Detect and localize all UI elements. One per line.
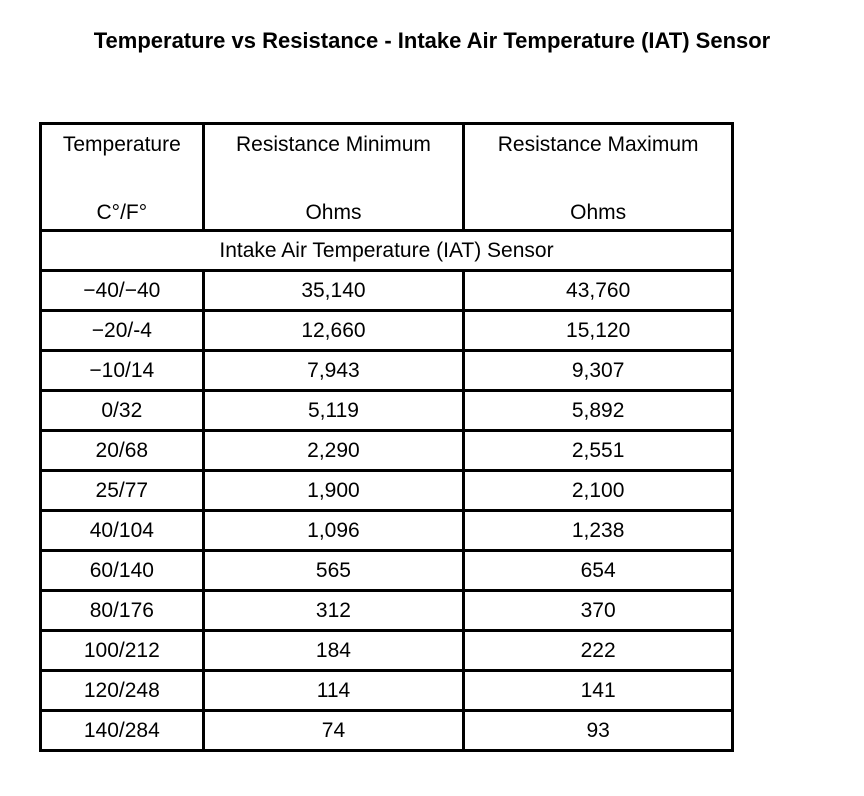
cell-temperature: 80/176 (41, 591, 204, 631)
cell-resistance-minimum: 7,943 (203, 351, 464, 391)
table-row (41, 551, 733, 591)
cell-temperature: 140/284 (41, 711, 204, 751)
table-row (41, 591, 733, 631)
table-row (41, 271, 733, 311)
cell-resistance-maximum: 15,120 (464, 311, 733, 351)
table-row (41, 631, 733, 671)
table-row (41, 351, 733, 391)
table-row (41, 511, 733, 551)
cell-resistance-minimum: 565 (203, 551, 464, 591)
cell-temperature: −20/-4 (41, 311, 204, 351)
table-row (41, 471, 733, 511)
cell-temperature: −10/14 (41, 351, 204, 391)
cell-temperature: 20/68 (41, 431, 204, 471)
cell-temperature: −40/−40 (41, 271, 204, 311)
cell-resistance-minimum: 1,096 (203, 511, 464, 551)
header-resistance-minimum-label: Resistance Minimum (236, 133, 431, 156)
cell-resistance-minimum: 1,900 (203, 471, 464, 511)
header-temperature-unit: C°/F° (96, 201, 148, 224)
cell-temperature: 0/32 (41, 391, 204, 431)
header-resistance-minimum-unit: Ohms (305, 201, 362, 224)
header-temperature (41, 124, 204, 231)
cell-resistance-maximum: 2,551 (464, 431, 733, 471)
cell-resistance-maximum: 2,100 (464, 471, 733, 511)
cell-resistance-maximum: 141 (464, 671, 733, 711)
cell-resistance-maximum: 5,892 (464, 391, 733, 431)
cell-resistance-maximum: 93 (464, 711, 733, 751)
resistance-table (39, 122, 734, 752)
section-row (41, 231, 733, 271)
header-resistance-maximum-label: Resistance Maximum (497, 133, 699, 156)
cell-resistance-maximum: 9,307 (464, 351, 733, 391)
cell-resistance-minimum: 312 (203, 591, 464, 631)
table-row (41, 711, 733, 751)
cell-resistance-minimum: 2,290 (203, 431, 464, 471)
cell-resistance-maximum: 222 (464, 631, 733, 671)
table-row (41, 311, 733, 351)
cell-resistance-maximum: 43,760 (464, 271, 733, 311)
cell-temperature: 100/212 (41, 631, 204, 671)
header-row (41, 124, 733, 231)
header-temperature-label: Temperature (62, 133, 181, 156)
cell-resistance-minimum: 12,660 (203, 311, 464, 351)
cell-resistance-minimum: 35,140 (203, 271, 464, 311)
cell-resistance-minimum: 74 (203, 711, 464, 751)
cell-resistance-maximum: 654 (464, 551, 733, 591)
header-resistance-maximum (464, 124, 733, 231)
header-resistance-maximum-unit: Ohms (570, 201, 627, 224)
section-label: Intake Air Temperature (IAT) Sensor (41, 231, 733, 271)
table-row (41, 671, 733, 711)
table-title: Temperature vs Resistance - Intake Air Temperature (IAT) Sensor (93, 28, 771, 53)
table-row (41, 391, 733, 431)
cell-resistance-minimum: 114 (203, 671, 464, 711)
cell-temperature: 60/140 (41, 551, 204, 591)
cell-resistance-maximum: 1,238 (464, 511, 733, 551)
table-row (41, 431, 733, 471)
cell-resistance-maximum: 370 (464, 591, 733, 631)
cell-temperature: 40/104 (41, 511, 204, 551)
cell-temperature: 120/248 (41, 671, 204, 711)
header-resistance-minimum (203, 124, 464, 231)
cell-temperature: 25/77 (41, 471, 204, 511)
cell-resistance-minimum: 184 (203, 631, 464, 671)
cell-resistance-minimum: 5,119 (203, 391, 464, 431)
